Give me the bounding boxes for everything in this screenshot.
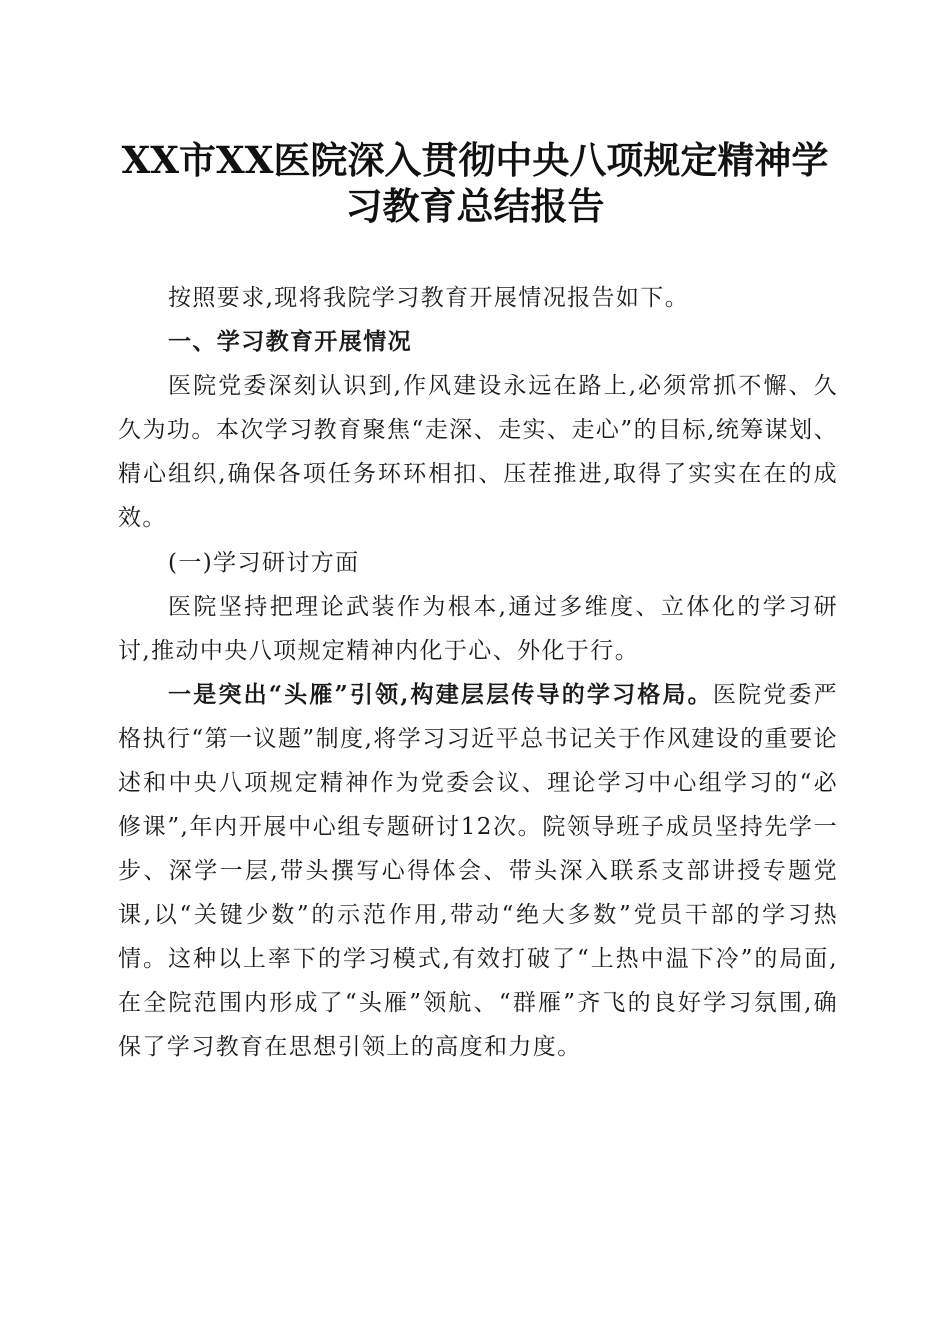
intro-paragraph: 按照要求,现将我院学习教育开展情况报告如下。 (168, 285, 690, 311)
point-1-paragraph (118, 673, 838, 1069)
point-1-lead: 一是突出“头雁”引领,构建层层传导的学习格局。 (168, 681, 713, 708)
document-title-line1: XX市XX医院深入贯彻中央八项规定精神学 (121, 138, 829, 182)
section-1-heading: 一、学习教育开展情况 (168, 329, 412, 355)
point-1-body: 医院党委严格执行“第一议题”制度,将学习习近平总书记关于作风建设的重要论述和中央八项规定精神作为党委会议、理论学习中心组学习的“必修课”,年内开展中心组专题研讨12次。院领导班子成员坚持先学一步、深学一层,带头撰写心得体会、带头深入联系支部讲授专题党课,以“关键少数”的示范作用,带动“绝大多数”党员干部的学习热情。这种以上率下的学习模式,有效打破了“上热中温下冷”的局面,在全院范围内形成了“头雁”领航、“群雁”齐飞的良好学习氛围,确保了学习教育在思想引领上的高度和力度。 (118, 682, 839, 1060)
document-title-line2: 习教育总结报告 (345, 184, 605, 228)
subsection-1-paragraph: 医院坚持把理论武装作为根本,通过多维度、立体化的学习研讨,推动中央八项规定精神内化于心、外化于行。 (118, 594, 838, 664)
section-1-paragraph: 医院党委深刻认识到,作风建设永远在路上,必须常抓不懈、久久为功。本次学习教育聚焦“走深、走实、走心”的目标,统筹谋划、精心组织,确保各项任务环环相扣、压茬推进,取得了实实在在的成效。 (118, 373, 838, 531)
subsection-1-heading: (一)学习研讨方面 (168, 550, 360, 576)
